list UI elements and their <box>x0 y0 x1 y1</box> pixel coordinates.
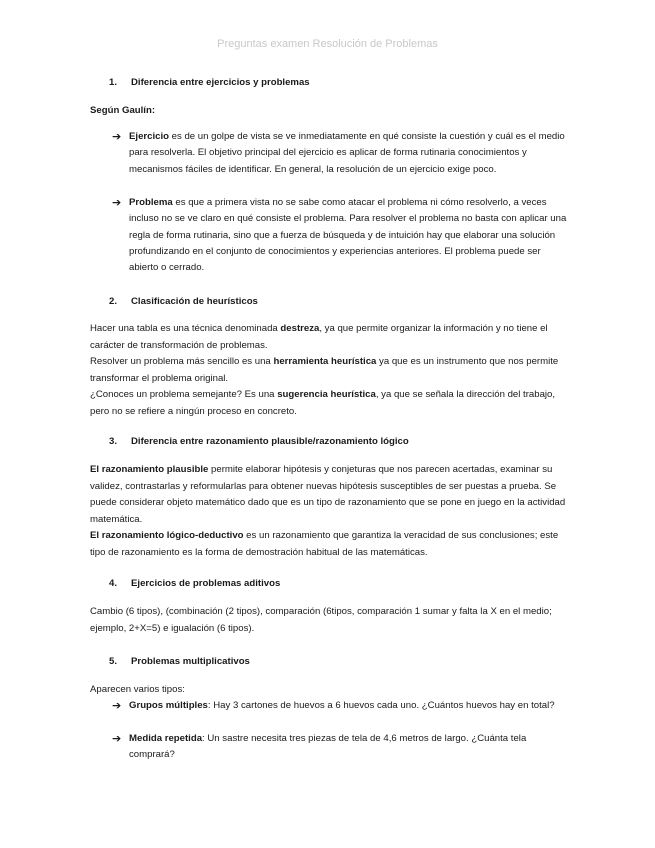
section-number: 5. <box>109 656 118 667</box>
s2-paragraph-1: Hacer una tabla es una técnica denominada destreza, ya que permite organizar la información y no tiene el carácter de transformación de problemas. <box>90 323 548 351</box>
s2-paragraph-3: ¿Conoces un problema semejante? Es una sugerencia heurística, ya que se señala la dirección del trabajo, pero no se refiere a ningún proceso en concreto. <box>90 389 556 417</box>
arrow-icon: ➔ <box>112 700 122 712</box>
section-heading-3 <box>109 436 409 447</box>
bullet-text: Problema es que a primera vista no se sabe como atacar el problema ni cómo resolverlo, a veces incluso no se ve claro en qué consiste el problema. Para resolver el problema no basta con aplicar una regla de forma rutinaria, sino que a fuerza de búsqueda y de intuición hay que elaborar una solución profundizando en el conjunto de conocimientos y experiencias anteriores. El problema puede ser abierto o cerrado. <box>129 197 567 274</box>
section-number: 4. <box>109 578 118 589</box>
s3-paragraph-1: El razonamiento plausible permite elaborar hipótesis y conjeturas que nos parecen acertadas, examinar su validez, contrastarlas y reformularlas para obtener nuevas hipótesis susceptibles de ser puestas a prueba. Se puede considerar objeto matemático dado que es un tipo de razonamiento que se pone en juego en la actividad matemática. <box>90 464 566 525</box>
s2-body <box>90 321 570 420</box>
s5-bullet-grupos <box>112 698 567 714</box>
section-heading-2 <box>109 296 258 307</box>
bullet-text: Medida repetida: Un sastre necesita tres piezas de tela de 4,6 metros de largo. ¿Cuánta tela comprará? <box>129 733 527 761</box>
s1-intro: Según Gaulín: <box>90 105 156 116</box>
section-heading-5 <box>109 656 250 667</box>
s1-bullet-ejercicio <box>112 129 567 178</box>
section-title: Clasificación de heurísticos <box>131 296 258 307</box>
s1-bullet-problema <box>112 195 567 276</box>
s5-bullet-medida <box>112 731 567 764</box>
s2-paragraph-2: Resolver un problema más sencillo es una herramienta heurística ya que es un instrumento que nos permite transformar el problema original. <box>90 356 559 384</box>
bullet-text: Ejercicio es de un golpe de vista se ve inmediatamente en qué consiste la cuestión y cuál es el medio para resolverla. El objetivo principal del ejercicio es aplicar de forma rutinaria conocimientos y mecanismos fáciles de identificar. En general, la resolución de un ejercicio exige poco. <box>129 131 565 175</box>
section-title: Diferencia entre ejercicios y problemas <box>131 77 310 88</box>
page-header: Preguntas examen Resolución de Problemas <box>217 38 438 50</box>
section-heading-4 <box>109 578 280 589</box>
s5-intro: Aparecen varios tipos: <box>90 684 185 695</box>
section-title: Diferencia entre razonamiento plausible/razonamiento lógico <box>131 436 409 447</box>
bullet-text: Grupos múltiples: Hay 3 cartones de huevos a 6 huevos cada uno. ¿Cuántos huevos hay en total? <box>129 700 555 711</box>
section-number: 3. <box>109 436 118 447</box>
s3-paragraph-2: El razonamiento lógico-deductivo es un razonamiento que garantiza la veracidad de sus conclusiones; este tipo de razonamiento es la forma de demostración habitual de las matemáticas. <box>90 530 559 558</box>
arrow-icon: ➔ <box>112 131 122 143</box>
arrow-icon: ➔ <box>112 197 122 209</box>
s3-body <box>90 462 570 561</box>
arrow-icon: ➔ <box>112 733 122 745</box>
section-heading-1 <box>109 77 310 88</box>
section-title: Ejercicios de problemas aditivos <box>131 578 281 589</box>
section-title: Problemas multiplicativos <box>131 656 250 667</box>
s4-body: Cambio (6 tipos), (combinación (2 tipos), comparación (6tipos, comparación 1 sumar y falta la X en el medio; ejemplo, 2+X=5) e igualación (6 tipos). <box>90 606 552 634</box>
section-number: 1. <box>109 77 118 88</box>
section-number: 2. <box>109 296 118 307</box>
